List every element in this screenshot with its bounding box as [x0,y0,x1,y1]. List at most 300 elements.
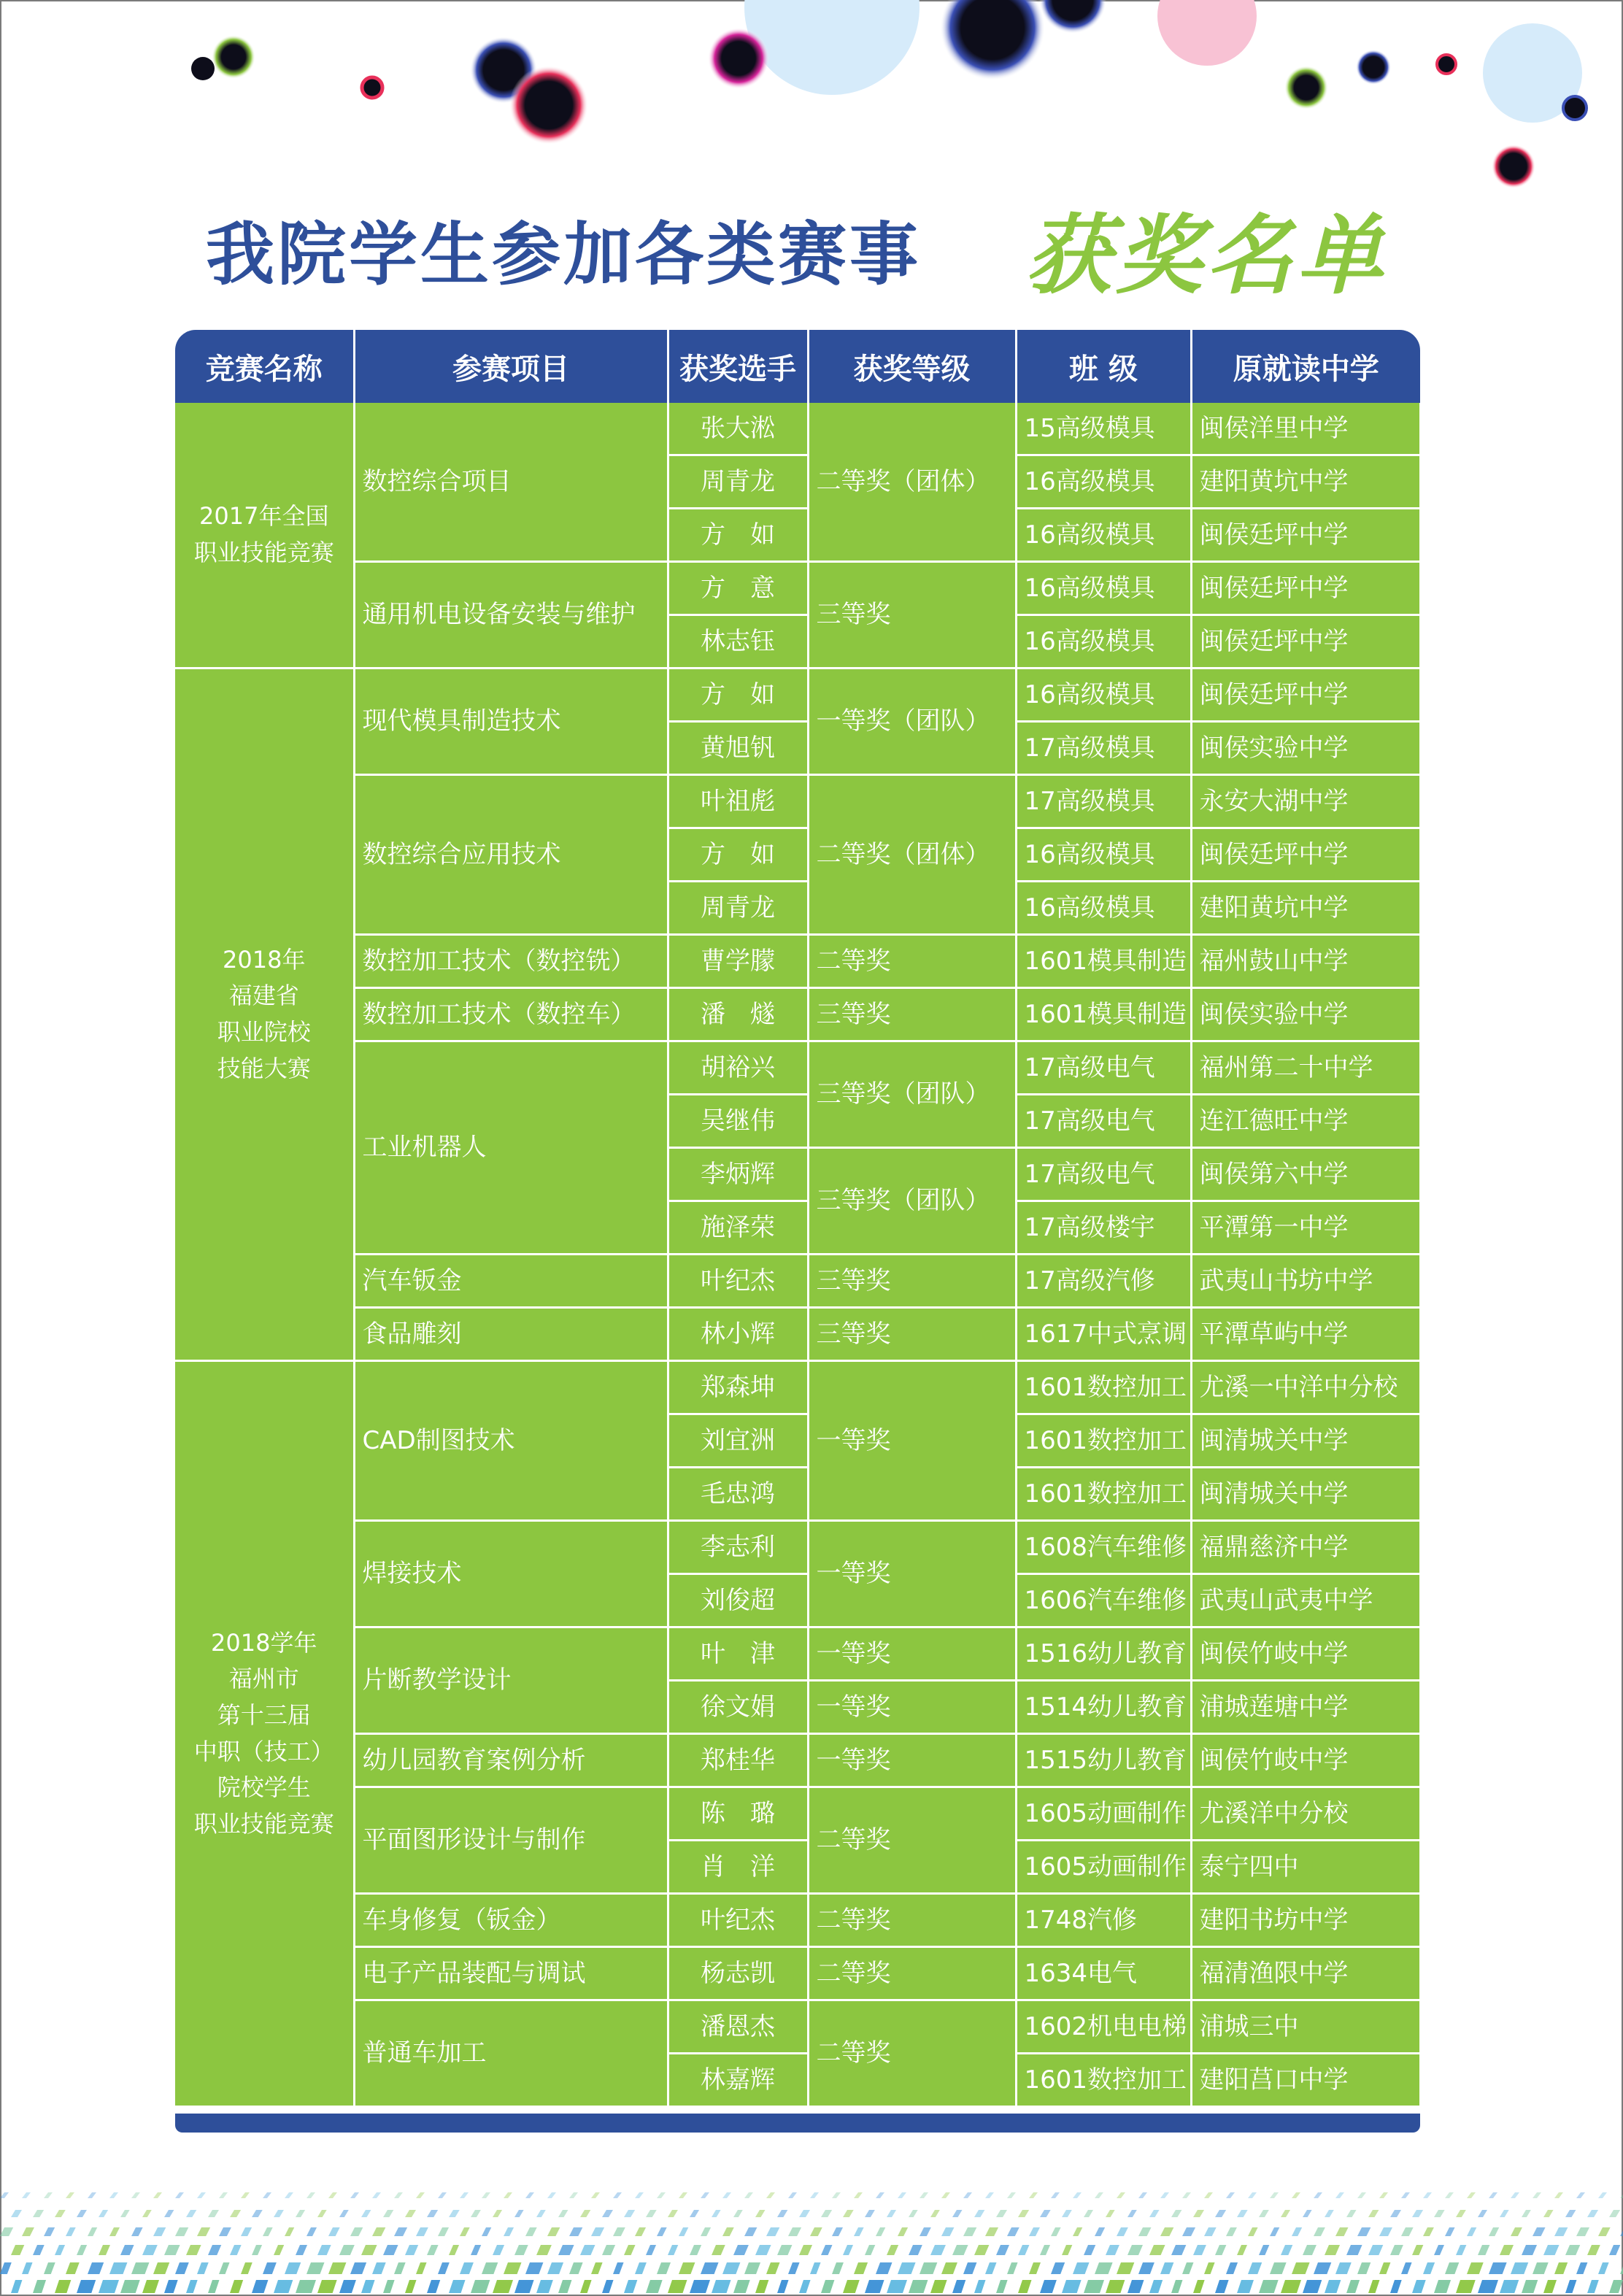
stripe-mark [1533,2192,1541,2198]
stripe-mark [339,2280,356,2293]
stripe-mark [1335,2192,1344,2198]
table-row [175,1894,1420,1947]
class-cell: 1515幼儿教育 [1016,1734,1191,1787]
stripe-mark [383,2210,393,2217]
stripe-mark [493,2210,502,2217]
project-cell: 数控加工技术（数控车） [354,988,668,1041]
stripe-mark [438,2227,449,2236]
class-cell: 1514幼儿教育 [1016,1681,1191,1734]
stripe-mark [449,2210,460,2217]
stripe-mark [328,2227,340,2236]
stripe-mark [514,2280,534,2293]
stripe-mark [887,2210,896,2217]
stripe-mark [777,2210,787,2217]
class-cell: 17高级汽修 [1016,1255,1191,1308]
stripe-mark [197,2192,206,2198]
stripe-mark [744,2192,753,2198]
stripe-mark [941,2227,954,2236]
stripe-mark [1346,2280,1360,2293]
stripe-mark [558,2280,571,2293]
stripe-mark [701,2262,719,2274]
stripe-mark [558,2210,568,2217]
award-cell: 二等奖 [808,2000,1016,2107]
class-cell: 16高级模具 [1016,882,1191,935]
stripe-mark [44,2192,53,2198]
stripe-mark [1073,2227,1082,2236]
stripe-mark [1467,2192,1476,2198]
stripe-mark [1368,2280,1379,2293]
decorative-stripes [0,2182,1623,2296]
stripe-mark [394,2262,406,2274]
stripe-mark [1511,2227,1522,2236]
school-cell: 福州第二十中学 [1191,1041,1420,1095]
stripe-mark [701,2227,711,2236]
stripe-mark [722,2262,740,2274]
award-cell: 三等奖（团队） [808,1148,1016,1255]
stripe-mark [1029,2262,1041,2274]
header-project: 参赛项目 [354,330,668,403]
stripe-mark [1522,2210,1531,2217]
stripe-mark [1401,2192,1410,2198]
stripe-mark [1511,2192,1519,2198]
stripe-mark [427,2210,438,2217]
stripe-mark [142,2245,158,2255]
stripe-mark [1423,2192,1432,2198]
stripe-mark [1084,2280,1104,2293]
stripe-mark [1500,2245,1514,2255]
stripe-mark [766,2192,775,2198]
stripe-mark [1379,2262,1390,2274]
winner-cell: 吴继伟 [668,1095,808,1148]
school-cell: 武夷山书坊中学 [1191,1255,1420,1308]
stripe-mark [405,2245,418,2255]
project-cell: 车身修复（钣金） [354,1894,668,1947]
project-cell: 现代模具制造技术 [354,669,668,775]
stripe-mark [22,2192,31,2198]
stripe-mark [296,2245,307,2255]
stripe-mark [219,2192,228,2198]
class-cell: 1617中式烹调 [1016,1308,1191,1361]
stripe-mark [1204,2192,1213,2198]
stripe-mark [1609,2210,1620,2217]
school-cell: 闽侯实验中学 [1191,722,1420,775]
stripe-mark [1434,2210,1445,2217]
stripe-mark [1314,2227,1325,2236]
stripe-mark [832,2192,841,2198]
stripe-mark [602,2245,615,2255]
stripe-mark [1270,2227,1279,2236]
stripe-mark [493,2245,504,2255]
class-cell: 1601模具制造 [1016,935,1191,988]
bubble-red [1437,55,1456,74]
stripe-mark [909,2245,922,2255]
table-row [175,669,1420,722]
stripe-mark [963,2262,976,2274]
stripe-mark [1095,2227,1105,2236]
table-row [175,2000,1420,2054]
winner-cell: 张大淞 [668,403,808,455]
stripe-mark [1335,2227,1349,2236]
stripe-mark [99,2245,110,2255]
stripe-mark [197,2262,209,2274]
stripe-mark [898,2262,916,2274]
stripe-mark [777,2280,789,2293]
stripe-mark [296,2210,305,2217]
stripe-mark [307,2227,317,2236]
stripe-mark [733,2210,743,2217]
class-cell: 16高级模具 [1016,509,1191,562]
stripe-mark [274,2245,284,2255]
stripe-mark [1412,2245,1423,2255]
class-cell: 1605动画制作 [1016,1787,1191,1841]
stripe-mark [22,2262,33,2274]
stripe-mark [712,2280,731,2293]
stripe-mark [974,2280,986,2293]
table-row [175,775,1420,828]
stripe-mark [1390,2245,1403,2255]
school-cell: 闽侯廷坪中学 [1191,562,1420,615]
stripe-mark [668,2210,678,2217]
stripe-mark [1423,2227,1434,2236]
stripe-mark [1073,2192,1082,2198]
table-row [175,1627,1420,1681]
stripe-mark [274,2280,293,2293]
stripe-mark [733,2245,749,2255]
stripe-mark [909,2280,928,2293]
winner-cell: 周青龙 [668,455,808,509]
stripe-mark [11,2210,22,2217]
award-cell: 二等奖 [808,1947,1016,2000]
stripe-mark [799,2245,812,2255]
stripe-mark [350,2262,366,2274]
stripe-mark [317,2245,331,2255]
stripe-mark [1303,2210,1312,2217]
class-cell: 17高级楼宇 [1016,1201,1191,1255]
stripe-mark [427,2280,440,2293]
stripe-mark [569,2227,582,2236]
header-award: 获奖等级 [808,330,1016,403]
stripe-mark [241,2192,250,2198]
stripe-mark [635,2262,647,2274]
school-cell: 建阳黄坑中学 [1191,882,1420,935]
stripe-mark [263,2262,277,2274]
stripe-mark [920,2227,931,2236]
stripe-mark [1456,2245,1466,2255]
stripe-mark [317,2210,327,2217]
stripe-mark [821,2210,832,2217]
stripe-mark [438,2262,450,2274]
table-row [175,1787,1420,1841]
stripe-mark [186,2280,198,2293]
stripe-mark [1193,2245,1206,2255]
stripe-mark [1292,2262,1310,2274]
award-cell: 二等奖（团体） [808,775,1016,935]
stripe-mark [416,2192,425,2198]
stripe-mark [1598,2192,1607,2198]
stripe-mark [449,2280,466,2293]
stripe-mark [153,2262,169,2274]
award-cell: 一等奖 [808,1521,1016,1627]
stripe-mark [602,2210,613,2217]
stripe-mark [230,2245,242,2255]
class-cell: 1634电气 [1016,1947,1191,2000]
winner-cell: 杨志凯 [668,1947,808,2000]
stripe-mark [755,2245,771,2255]
stripe-mark [1270,2192,1279,2198]
stripe-mark [865,2210,875,2217]
stripe-mark [88,2227,97,2236]
class-cell: 17高级模具 [1016,722,1191,775]
award-cell: 三等奖（团队） [808,1041,1016,1148]
stripe-mark [131,2192,140,2198]
winner-cell: 胡裕兴 [668,1041,808,1095]
stripe-mark [153,2192,162,2198]
stripe-mark [1445,2262,1459,2274]
stripe-mark [602,2280,614,2293]
stripe-mark [1051,2262,1065,2274]
stripe-mark [525,2262,543,2274]
stripe-mark [1007,2192,1016,2198]
stripe-mark [712,2245,725,2255]
stripe-mark [788,2192,797,2198]
stripe-mark [471,2280,490,2293]
stripe-mark [109,2227,120,2236]
stripe-mark [952,2280,965,2293]
stripe-mark [175,2262,189,2274]
stripe-mark [996,2280,1008,2293]
stripe-mark [547,2262,563,2274]
bubble-dark [1563,96,1587,120]
stripe-mark [898,2192,906,2198]
stripe-mark [1576,2227,1589,2236]
stripe-mark [1248,2192,1257,2198]
award-cell: 二等奖 [808,1894,1016,1947]
table-row [175,988,1420,1041]
stripe-mark [1434,2245,1444,2255]
table-row [175,1308,1420,1361]
stripe-mark [339,2245,355,2255]
stripe-mark [350,2227,363,2236]
stripe-mark [394,2227,407,2236]
stripe-mark [679,2227,688,2236]
award-cell: 二等奖 [808,1787,1016,1894]
school-cell: 连江德旺中学 [1191,1095,1420,1148]
stripe-mark [1325,2245,1340,2255]
header-winner: 获奖选手 [668,330,808,403]
stripe-mark [1489,2262,1507,2274]
stripe-mark [1193,2280,1205,2293]
stripe-mark [733,2280,750,2293]
stripe-mark [1478,2210,1487,2217]
stripe-mark [985,2227,998,2236]
stripe-mark [821,2280,834,2293]
stripe-mark [339,2210,349,2217]
school-cell: 闽侯廷坪中学 [1191,669,1420,722]
stripe-mark [624,2210,635,2217]
stripe-mark [1171,2210,1181,2217]
stripe-mark [1401,2227,1414,2236]
school-cell: 建阳书坊中学 [1191,1894,1420,1947]
project-cell: 普通车加工 [354,2000,668,2107]
stripe-mark [1062,2210,1072,2217]
header-class: 班 级 [1016,330,1191,403]
stripe-mark [394,2192,403,2198]
stripe-mark [1379,2192,1388,2198]
stripe-mark [1543,2280,1557,2293]
stripe-mark [1445,2227,1455,2236]
stripe-mark [1127,2280,1144,2293]
stripe-mark [624,2245,636,2255]
stripe-mark [536,2280,553,2293]
stripe-mark [1565,2210,1576,2217]
stripe-mark [175,2227,188,2236]
stripe-mark [1040,2245,1050,2255]
header-competition: 竞赛名称 [175,330,354,403]
stripe-mark [1007,2262,1018,2274]
stripe-mark [514,2245,528,2255]
winner-cell: 徐文娟 [668,1681,808,1734]
stripe-mark [1215,2245,1226,2255]
stripe-mark [230,2280,243,2293]
stripe-mark [865,2245,875,2255]
stripe-mark [11,2280,22,2293]
stripe-mark [810,2192,819,2198]
stripe-mark [755,2280,768,2293]
school-cell: 浦城三中 [1191,2000,1420,2054]
stripe-mark [383,2280,395,2293]
stripe-mark [525,2227,537,2236]
stripe-mark [120,2210,130,2217]
school-cell: 建阳黄坑中学 [1191,455,1420,509]
stripe-mark [821,2245,833,2255]
stripe-mark [1423,2262,1435,2274]
winner-cell: 叶祖彪 [668,775,808,828]
stripe-mark [1478,2245,1489,2255]
stripe-mark [1281,2245,1292,2255]
stripe-mark [668,2280,687,2293]
class-cell: 1601数控加工 [1016,1361,1191,1414]
stripe-mark [252,2210,263,2217]
stripe-mark [482,2192,490,2198]
bubble-green [212,35,255,79]
stripe-mark [1149,2245,1165,2255]
stripe-mark [219,2227,231,2236]
winner-cell: 方 如 [668,509,808,562]
stripe-mark [252,2280,268,2293]
stripe-mark [88,2192,96,2198]
winner-cell: 陈 璐 [668,1787,808,1841]
class-cell: 17高级电气 [1016,1041,1191,1095]
stripe-mark [514,2210,524,2217]
stripe-mark [1215,2280,1229,2293]
stripe-mark [55,2210,66,2217]
stripe-mark [788,2262,800,2274]
school-cell: 尤溪洋中分校 [1191,1787,1420,1841]
stripe-mark [1357,2192,1366,2198]
school-cell: 建阳莒口中学 [1191,2054,1420,2107]
stripe-mark [1587,2245,1600,2255]
school-cell: 永安大湖中学 [1191,775,1420,828]
project-cell: 幼儿园教育案例分析 [354,1734,668,1787]
stripe-mark [996,2245,1009,2255]
stripe-mark [350,2192,359,2198]
project-cell: 数控综合应用技术 [354,775,668,935]
stripe-mark [722,2192,731,2198]
stripe-mark [1160,2262,1173,2274]
stripe-mark [88,2262,104,2274]
stripe-mark [1248,2262,1262,2274]
title-row [0,204,1623,321]
stripe-mark [1138,2192,1147,2198]
stripe-mark [974,2210,984,2217]
winner-cell: 李炳辉 [668,1148,808,1201]
stripe-mark [405,2210,416,2217]
stripe-mark [558,2245,574,2255]
project-cell: 片断教学设计 [354,1627,668,1734]
stripe-mark [1500,2280,1519,2293]
stripe-mark [810,2227,822,2236]
stripe-mark [1543,2245,1560,2255]
stripe-mark [1204,2227,1217,2236]
stripe-mark [1478,2280,1498,2293]
stripe-mark [1445,2192,1454,2198]
stripe-mark [799,2280,811,2293]
stripe-mark [1390,2280,1402,2293]
stripe-mark [1434,2280,1451,2293]
bubble-dark [1039,0,1106,34]
stripe-mark [624,2280,637,2293]
winner-cell: 李志利 [668,1521,808,1574]
stripe-mark [1412,2280,1426,2293]
school-cell: 闽侯廷坪中学 [1191,615,1420,669]
stripe-mark [1182,2262,1193,2274]
stripe-mark [1248,2227,1258,2236]
stripe-mark [766,2227,779,2236]
stripe-mark [657,2227,667,2236]
class-cell: 1601数控加工 [1016,1414,1191,1468]
stripe-mark [591,2192,600,2198]
stripe-mark [876,2192,884,2198]
stripe-mark [832,2262,844,2274]
winner-cell: 方 如 [668,669,808,722]
stripe-mark [920,2262,937,2274]
winner-cell: 林志钰 [668,615,808,669]
stripe-mark [1259,2280,1279,2293]
stripe-mark [460,2227,470,2236]
stripe-mark [679,2262,695,2274]
stripe-mark [679,2192,687,2198]
stripe-mark [1554,2227,1568,2236]
stripe-mark [438,2192,447,2198]
project-cell: 电子产品装配与调试 [354,1947,668,2000]
project-cell: CAD制图技术 [354,1361,668,1521]
stripe-mark [1565,2245,1580,2255]
stripe-mark [1522,2245,1537,2255]
stripe-mark [646,2210,657,2217]
stripe-mark [854,2262,868,2274]
stripe-mark [186,2210,196,2217]
school-cell: 平潭草屿中学 [1191,1308,1420,1361]
stripe-mark [777,2245,792,2255]
class-cell: 1608汽车维修 [1016,1521,1191,1574]
table-bottom-bar [175,2114,1420,2133]
stripe-mark [1182,2227,1195,2236]
stripe-mark [1160,2227,1173,2236]
table-row [175,935,1420,988]
stripe-mark [307,2262,325,2274]
school-cell: 闽侯实验中学 [1191,988,1420,1041]
stripe-mark [547,2227,560,2236]
